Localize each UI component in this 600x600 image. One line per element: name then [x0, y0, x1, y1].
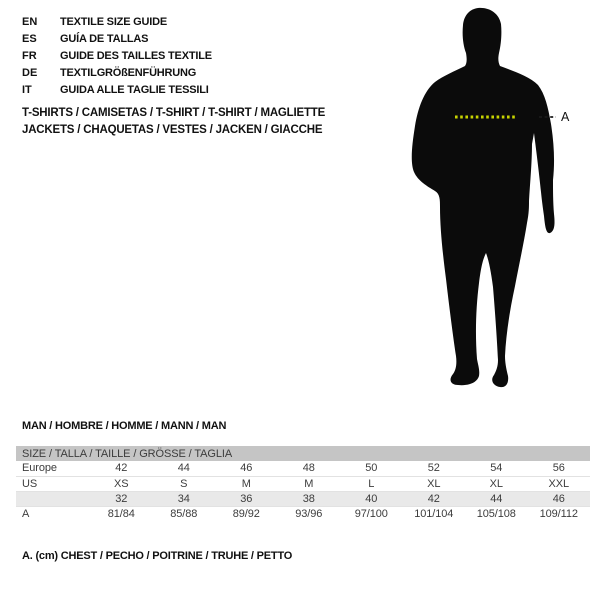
size-value-cell: 50 — [365, 462, 378, 475]
size-value-cell: M — [304, 477, 314, 490]
language-list — [22, 13, 212, 98]
size-value-cell: 101/104 — [414, 507, 454, 520]
size-value-cell: 89/92 — [232, 507, 260, 520]
size-value-cell: S — [180, 477, 188, 490]
size-value-cell: 109/112 — [539, 507, 578, 520]
measurement-footnote: A. (cm) CHEST / PECHO / POITRINE / TRUHE / PETTO — [22, 550, 293, 562]
size-value-cell: XS — [114, 477, 129, 490]
language-row — [22, 47, 212, 64]
language-row — [22, 64, 212, 81]
language-title: GUÍA DE TALLAS — [60, 32, 149, 45]
size-value-cell: 56 — [552, 462, 565, 475]
size-value-cell: 40 — [365, 492, 378, 505]
size-value-cell: 93/96 — [295, 507, 323, 520]
size-value-cell: 54 — [490, 462, 503, 475]
size-value-cell: XL — [427, 477, 441, 490]
size-value-cell: 44 — [490, 492, 503, 505]
size-value-cell: 105/108 — [476, 507, 516, 520]
size-value-cell: 42 — [427, 492, 440, 505]
size-value-cell: 32 — [115, 492, 128, 505]
size-row-label: US — [22, 477, 38, 490]
size-value-cell: XXL — [548, 477, 569, 490]
man-silhouette-svg — [405, 4, 600, 397]
man-silhouette-path — [412, 8, 555, 387]
category-tshirts: T-SHIRTS / CAMISETAS / T-SHIRT / T-SHIRT / MAGLIETTE — [22, 107, 326, 119]
size-value-cell: 48 — [302, 462, 315, 475]
size-value-cell: 42 — [115, 462, 128, 475]
language-code: FR — [22, 49, 37, 62]
language-row — [22, 30, 212, 47]
section-title: MAN / HOMBRE / HOMME / MANN / MAN — [22, 420, 227, 432]
size-value-cell: 46 — [552, 492, 565, 505]
language-row — [22, 81, 212, 98]
size-row-label — [16, 491, 90, 506]
size-table-header: SIZE / TALLA / TAILLE / GRÖSSE / TAGLIA — [16, 446, 590, 461]
language-title: TEXTILGRÖßENFÜHRUNG — [60, 66, 197, 79]
size-value-cell: 85/88 — [170, 507, 198, 520]
size-value-cell: 44 — [177, 462, 190, 475]
language-title: TEXTILE SIZE GUIDE — [60, 15, 168, 28]
size-table-header-row — [16, 446, 590, 461]
size-table-row — [16, 476, 590, 491]
language-title: GUIDE DES TAILLES TEXTILE — [60, 49, 212, 62]
size-row-label: Europe — [22, 462, 57, 475]
size-value-cell: 34 — [177, 492, 190, 505]
language-code: EN — [22, 15, 38, 28]
language-row — [22, 13, 212, 30]
measure-label-a: A — [561, 110, 570, 124]
language-title: GUIDA ALLE TAGLIE TESSILI — [60, 83, 209, 96]
category-jackets: JACKETS / CHAQUETAS / VESTES / JACKEN / GIACCHE — [22, 124, 323, 136]
size-value-cell: 97/100 — [354, 507, 388, 520]
size-value-cell: 52 — [427, 462, 440, 475]
size-row-label: A — [22, 507, 30, 520]
garment-categories — [22, 105, 325, 139]
language-code: DE — [22, 66, 38, 79]
size-value-cell: 36 — [240, 492, 253, 505]
size-value-cell: XL — [489, 477, 503, 490]
language-code: IT — [22, 83, 32, 96]
size-value-cell: L — [368, 477, 375, 490]
size-table-row — [16, 491, 590, 506]
size-value-cell: M — [241, 477, 251, 490]
size-value-cell: 46 — [240, 462, 253, 475]
size-value-cell: 38 — [302, 492, 315, 505]
size-table-row — [16, 461, 590, 476]
language-code: ES — [22, 32, 37, 45]
size-table-row — [16, 506, 590, 521]
size-value-cell: 81/84 — [107, 507, 135, 520]
size-table — [16, 446, 590, 521]
man-silhouette-figure — [405, 4, 600, 397]
